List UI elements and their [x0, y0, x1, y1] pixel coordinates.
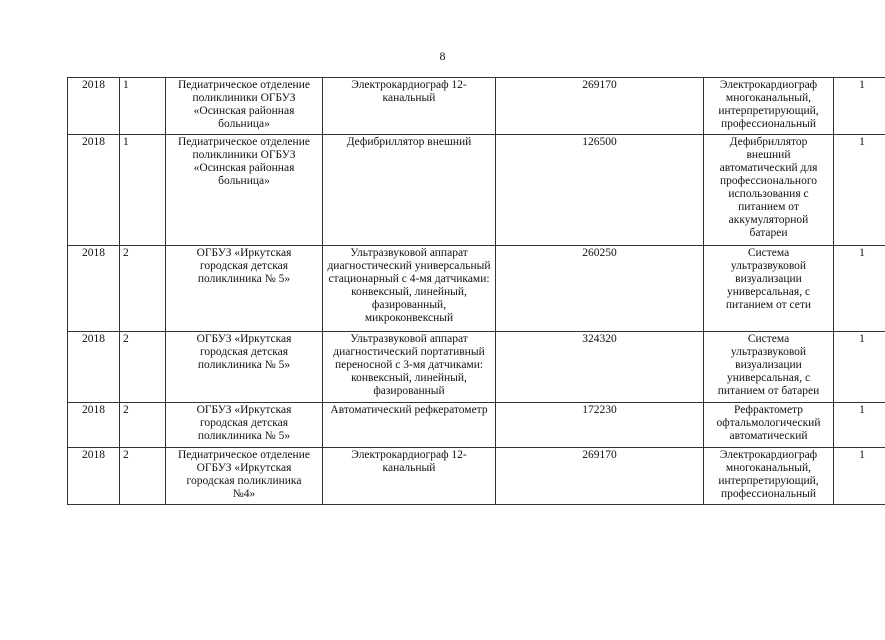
cell-code: 260250: [496, 246, 704, 332]
cell-code: 269170: [496, 78, 704, 135]
table-row: [68, 403, 885, 448]
cell-year: 2018: [68, 448, 120, 505]
cell-equipment: Ультразвуковой аппарат диагностический универсальный стационарный с 4-мя датчиками: конвексный, линейный, фазированный, микроконвексный: [323, 246, 496, 332]
cell-count: 1: [834, 135, 885, 246]
cell-organization: Педиатрическое отделение поликлиники ОГБУЗ «Осинская районная больница»: [166, 135, 323, 246]
cell-organization: ОГБУЗ «Иркутская городская детская поликлиника № 5»: [166, 246, 323, 332]
equipment-table: [67, 77, 885, 505]
cell-equipment: Ультразвуковой аппарат диагностический портативный переносной с 3-мя датчиками: конвексный, линейный, фазированный: [323, 332, 496, 403]
cell-description: Система ультразвуковой визуализации универсальная, с питанием от сети: [704, 246, 834, 332]
cell-description: Система ультразвуковой визуализации универсальная, с питанием от батареи: [704, 332, 834, 403]
cell-description: Рефрактометр офтальмологический автоматический: [704, 403, 834, 448]
cell-qty: 2: [120, 448, 166, 505]
cell-code: 324320: [496, 332, 704, 403]
cell-organization: ОГБУЗ «Иркутская городская детская поликлиника № 5»: [166, 403, 323, 448]
cell-description: Электрокардиограф многоканальный, интерпретирующий, профессиональный: [704, 448, 834, 505]
cell-qty: 2: [120, 246, 166, 332]
cell-year: 2018: [68, 332, 120, 403]
cell-year: 2018: [68, 78, 120, 135]
cell-count: 1: [834, 403, 885, 448]
cell-count: 1: [834, 332, 885, 403]
table-row: [68, 332, 885, 403]
cell-count: 1: [834, 246, 885, 332]
cell-qty: 2: [120, 403, 166, 448]
cell-year: 2018: [68, 135, 120, 246]
cell-description: Электрокардиограф многоканальный, интерпретирующий, профессиональный: [704, 78, 834, 135]
cell-qty: 1: [120, 135, 166, 246]
cell-equipment: Автоматический рефкератометр: [323, 403, 496, 448]
cell-count: 1: [834, 78, 885, 135]
cell-equipment: Электрокардиограф 12- канальный: [323, 448, 496, 505]
cell-count: 1: [834, 448, 885, 505]
table-row: [68, 246, 885, 332]
cell-equipment: Дефибриллятор внешний: [323, 135, 496, 246]
page-number: 8: [439, 49, 446, 63]
cell-qty: 2: [120, 332, 166, 403]
cell-code: 126500: [496, 135, 704, 246]
cell-organization: Педиатрическое отделение ОГБУЗ «Иркутская городская поликлиника №4»: [166, 448, 323, 505]
table-row: [68, 448, 885, 505]
cell-code: 172230: [496, 403, 704, 448]
cell-year: 2018: [68, 246, 120, 332]
cell-description: Дефибриллятор внешний автоматический для профессионального использования с питанием от аккумуляторной батареи: [704, 135, 834, 246]
table-row: [68, 135, 885, 246]
cell-qty: 1: [120, 78, 166, 135]
cell-organization: ОГБУЗ «Иркутская городская детская поликлиника № 5»: [166, 332, 323, 403]
cell-year: 2018: [68, 403, 120, 448]
cell-organization: Педиатрическое отделение поликлиники ОГБУЗ «Осинская районная больница»: [166, 78, 323, 135]
cell-code: 269170: [496, 448, 704, 505]
cell-equipment: Электрокардиограф 12- канальный: [323, 78, 496, 135]
table-row: [68, 78, 885, 135]
